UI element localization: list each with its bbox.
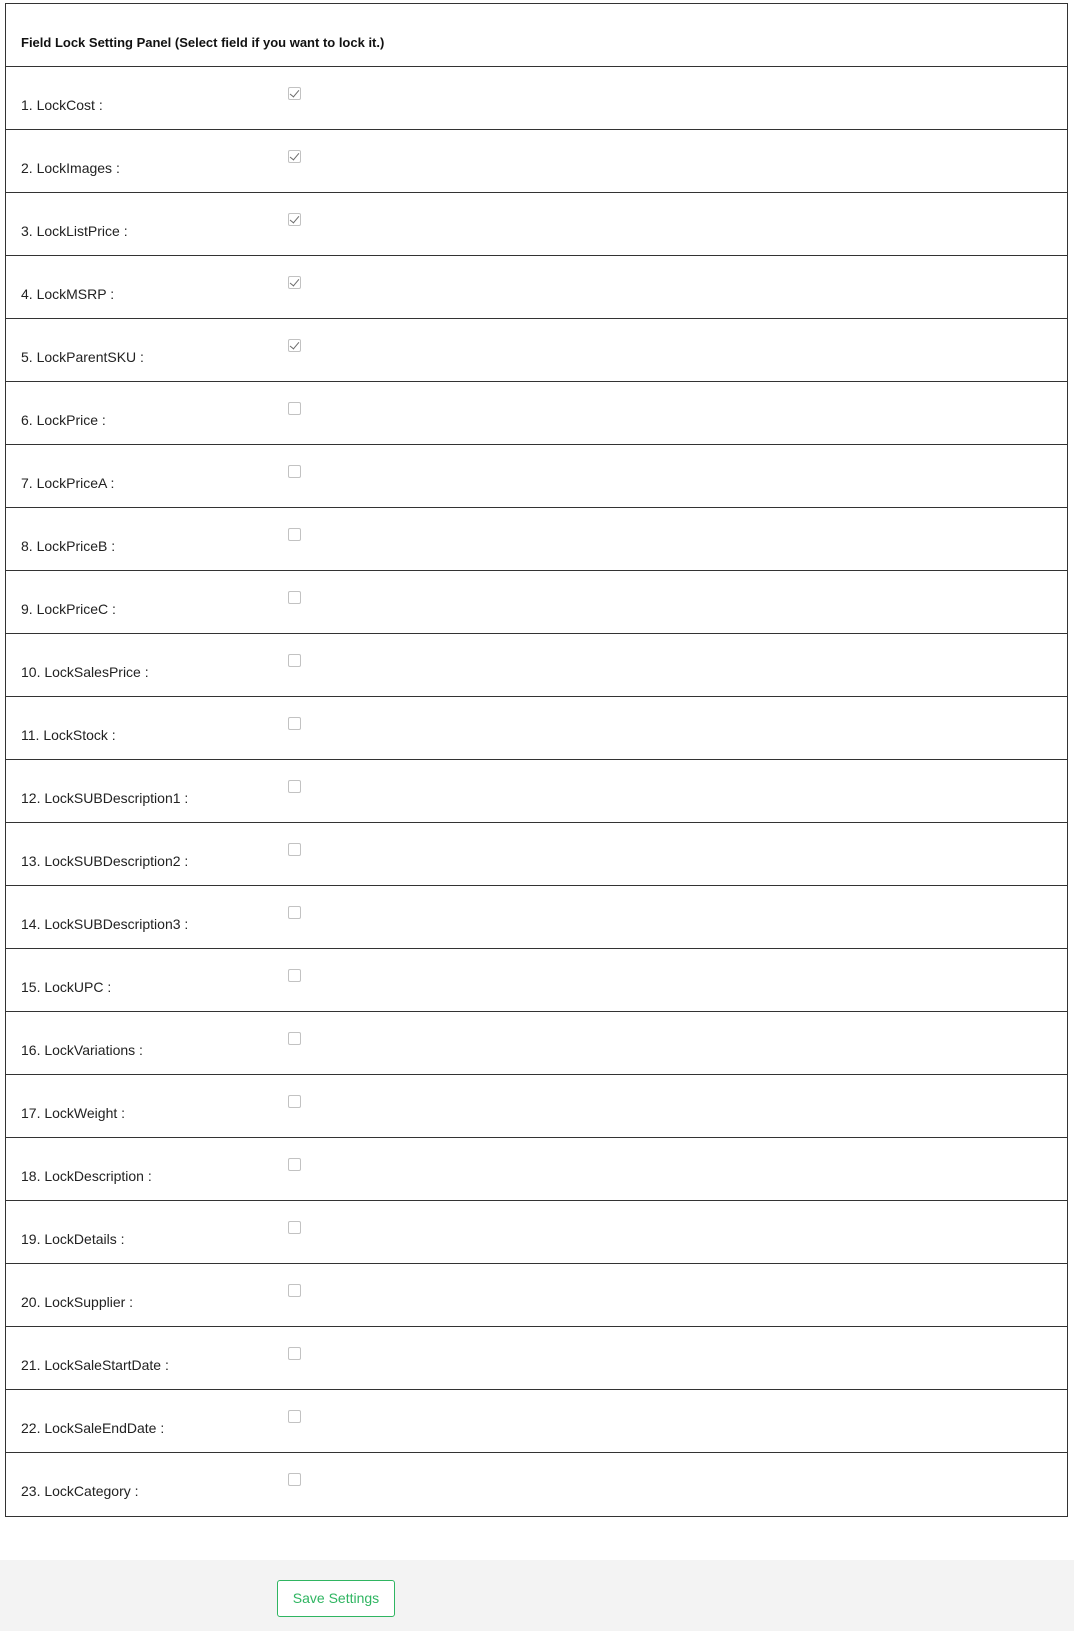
field-lock-checkbox[interactable] [288, 150, 301, 163]
save-settings-button[interactable]: Save Settings [277, 1580, 395, 1617]
field-label: 15. LockUPC : [21, 979, 112, 995]
field-label: 6. LockPrice : [21, 412, 106, 428]
field-lock-checkbox[interactable] [288, 843, 301, 856]
field-row [6, 571, 1067, 634]
field-lock-checkbox[interactable] [288, 1032, 301, 1045]
field-lock-checkbox[interactable] [288, 528, 301, 541]
field-list [6, 67, 1067, 1516]
field-lock-checkbox[interactable] [288, 87, 301, 100]
field-label: 21. LockSaleStartDate : [21, 1357, 169, 1373]
field-lock-checkbox[interactable] [288, 906, 301, 919]
field-row [6, 760, 1067, 823]
field-label: 18. LockDescription : [21, 1168, 152, 1184]
field-lock-checkbox[interactable] [288, 717, 301, 730]
field-row [6, 193, 1067, 256]
field-row [6, 1327, 1067, 1390]
field-label: 14. LockSUBDescription3 : [21, 916, 189, 932]
field-row [6, 382, 1067, 445]
field-lock-checkbox[interactable] [288, 339, 301, 352]
panel-header [6, 4, 1067, 67]
field-lock-checkbox[interactable] [288, 402, 301, 415]
field-row [6, 1075, 1067, 1138]
field-row [6, 1264, 1067, 1327]
field-label: 7. LockPriceA : [21, 475, 115, 491]
field-lock-checkbox[interactable] [288, 1410, 301, 1423]
field-label: 19. LockDetails : [21, 1231, 125, 1247]
field-lock-checkbox[interactable] [288, 276, 301, 289]
field-label: 22. LockSaleEndDate : [21, 1420, 165, 1436]
field-row [6, 445, 1067, 508]
field-label: 17. LockWeight : [21, 1105, 126, 1121]
field-label: 20. LockSupplier : [21, 1294, 134, 1310]
field-label: 1. LockCost : [21, 97, 103, 113]
footer-bar [0, 1560, 1074, 1631]
field-row [6, 823, 1067, 886]
field-lock-checkbox[interactable] [288, 591, 301, 604]
field-lock-checkbox[interactable] [288, 1473, 301, 1486]
field-row [6, 130, 1067, 193]
field-label: 10. LockSalesPrice : [21, 664, 149, 680]
field-label: 2. LockImages : [21, 160, 120, 176]
field-row [6, 1012, 1067, 1075]
field-lock-checkbox[interactable] [288, 654, 301, 667]
field-lock-checkbox[interactable] [288, 969, 301, 982]
field-row [6, 256, 1067, 319]
field-row [6, 1201, 1067, 1264]
field-label: 9. LockPriceC : [21, 601, 116, 617]
field-label: 23. LockCategory : [21, 1483, 139, 1499]
field-label: 11. LockStock : [21, 727, 116, 743]
field-lock-checkbox[interactable] [288, 1347, 301, 1360]
field-lock-checkbox[interactable] [288, 780, 301, 793]
field-row [6, 67, 1067, 130]
field-row [6, 508, 1067, 571]
field-label: 13. LockSUBDescription2 : [21, 853, 189, 869]
field-lock-checkbox[interactable] [288, 1095, 301, 1108]
field-label: 12. LockSUBDescription1 : [21, 790, 189, 806]
field-row [6, 1390, 1067, 1453]
field-label: 5. LockParentSKU : [21, 349, 144, 365]
field-label: 3. LockListPrice : [21, 223, 128, 239]
field-row [6, 319, 1067, 382]
field-label: 16. LockVariations : [21, 1042, 143, 1058]
field-lock-checkbox[interactable] [288, 1284, 301, 1297]
field-row [6, 1138, 1067, 1201]
field-row [6, 1453, 1067, 1516]
field-row [6, 949, 1067, 1012]
field-row [6, 886, 1067, 949]
field-lock-checkbox[interactable] [288, 1158, 301, 1171]
field-label: 8. LockPriceB : [21, 538, 116, 554]
field-row [6, 634, 1067, 697]
field-lock-checkbox[interactable] [288, 1221, 301, 1234]
field-lock-checkbox[interactable] [288, 465, 301, 478]
field-lock-checkbox[interactable] [288, 213, 301, 226]
panel-title: Field Lock Setting Panel (Select field if you want to lock it.) [21, 35, 385, 50]
field-label: 4. LockMSRP : [21, 286, 115, 302]
field-row [6, 697, 1067, 760]
field-lock-panel [5, 3, 1068, 1517]
